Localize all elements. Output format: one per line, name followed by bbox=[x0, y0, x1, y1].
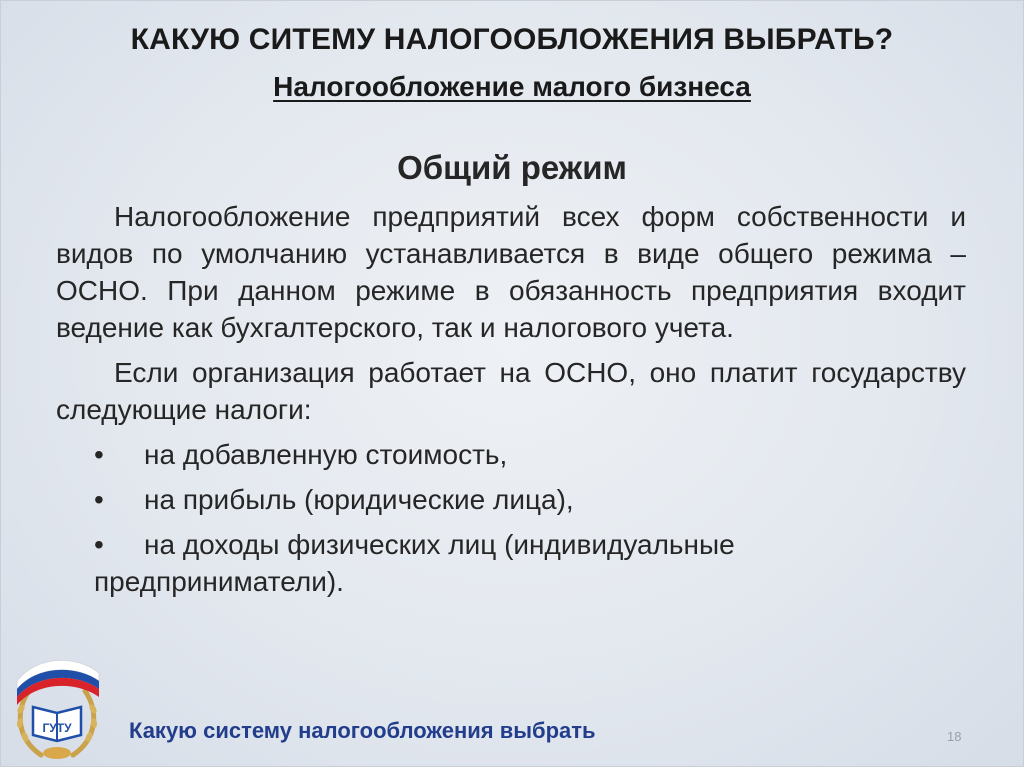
list-item bbox=[56, 481, 966, 518]
page-number: 18 bbox=[947, 729, 962, 744]
university-emblem-icon bbox=[7, 651, 107, 763]
logo-text: ГУТУ bbox=[42, 721, 72, 735]
bullet-symbol: • bbox=[94, 529, 104, 560]
section-heading: Общий режим bbox=[397, 149, 627, 186]
list-item-text: на доходы физических лиц (индивидуальные предприниматели). bbox=[94, 529, 735, 597]
footer-text: Какую систему налогообложения выбрать bbox=[129, 718, 596, 743]
slide-body bbox=[56, 198, 966, 608]
list-item-text: на добавленную стоимость, bbox=[144, 439, 508, 470]
list-item bbox=[56, 526, 966, 600]
bullet-symbol: • bbox=[94, 484, 104, 515]
slide-subtitle-text: Налогообложение малого бизнеса bbox=[273, 71, 751, 102]
list-item bbox=[56, 436, 966, 473]
bullet-symbol: • bbox=[94, 439, 104, 470]
slide-subtitle bbox=[1, 69, 1023, 105]
tax-list bbox=[56, 436, 966, 600]
paragraph-1: Налогообложение предприятий всех форм собственности и видов по умолчанию устанавливается в виде общего режима – ОСНО. При данном режиме в обязанность предприятия входит ведение как бухгалтерского, так и налогового учета. bbox=[56, 201, 966, 343]
paragraph-2: Если организация работает на ОСНО, оно платит государству следующие налоги: bbox=[56, 357, 966, 425]
slide-title: КАКУЮ СИТЕМУ НАЛОГООБЛОЖЕНИЯ ВЫБРАТЬ? bbox=[130, 23, 894, 56]
list-item-text: на прибыль (юридические лица), bbox=[144, 484, 574, 515]
